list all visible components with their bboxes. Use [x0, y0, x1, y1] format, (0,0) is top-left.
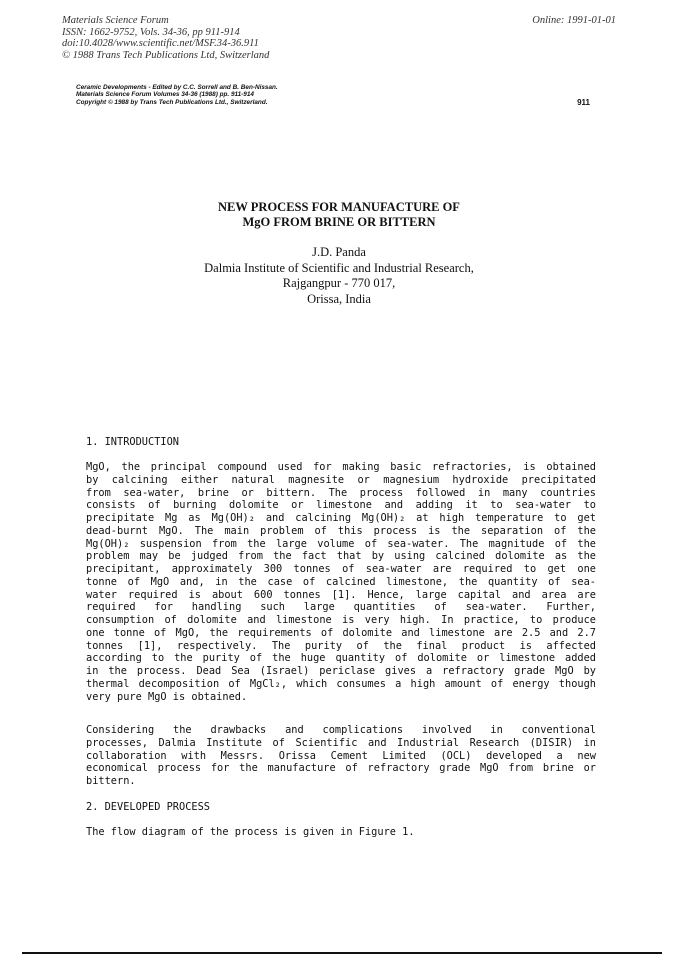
copyright-line: Materials Science Forum Volumes 34-36 (1988) pp. 911-914	[76, 91, 254, 99]
text-line: The flow diagram of the process is given in Figure 1.	[86, 826, 415, 838]
meta-line: doi:10.4028/www.scientific.net/MSF.34-36.911	[62, 38, 259, 49]
text-line: by calcining either natural magnesite or magnesium hydroxide precipitated	[86, 473, 596, 486]
text-line: from sea-water, brine or bittern. The process followed in many countries	[86, 486, 596, 499]
text-line: in the process. Dead Sea (Israel) periclase gives a refractory grade MgO by	[86, 665, 596, 677]
page-bottom-rule	[22, 952, 662, 954]
text-line: processes, Dalmia Institute of Scientific and Industrial Research (DISIR) in	[86, 736, 596, 749]
text-line: according to the purity of the huge quantity of dolomite or limestone added	[86, 652, 596, 665]
page-number: 911	[577, 98, 590, 107]
meta-line: Materials Science Forum	[62, 15, 169, 26]
text-line: problem may be judged from the fact that by using calcined dolomite as the	[86, 550, 596, 563]
introduction-paragraph-2	[86, 724, 596, 788]
text-line: precipitate Mg as Mg(OH)₂ and calcining Mg(OH)₂ at high temperature to get	[86, 512, 596, 524]
affiliation-line: Orissa, India	[307, 291, 371, 306]
section-heading-introduction: 1. INTRODUCTION	[86, 436, 179, 448]
text-line: economical process for the manufacture of refractory grade MgO from brine or	[86, 762, 596, 775]
introduction-paragraph-1	[86, 461, 596, 703]
text-line: precipitant, approximately 300 tonnes of sea-water are required to get one	[86, 563, 596, 575]
developed-process-paragraph	[86, 826, 596, 839]
text-line: very pure MgO is obtained.	[86, 690, 248, 703]
text-line: consists of burning dolomite or limestone and adding it to sea-water to	[86, 499, 596, 512]
section-heading-developed-process: 2. DEVELOPED PROCESS	[86, 801, 210, 813]
text-line: consumption of dolomite and limestone is very high. In practice, to produce	[86, 614, 596, 626]
text-line: collaboration with Messrs. Orissa Cement Limited (OCL) developed a new	[86, 749, 596, 762]
online-date: Online: 1991-01-01	[532, 15, 616, 26]
text-line: tonnes [1], respectively. The purity of the final product is affected	[86, 639, 596, 652]
text-line: bittern.	[86, 775, 136, 787]
journal-metadata	[62, 15, 269, 61]
text-line: Considering the drawbacks and complications involved in conventional	[86, 724, 596, 736]
text-line: dead-burnt MgO. The main problem of this process is the separation of the	[86, 524, 596, 537]
text-line: MgO, the principal compound used for making basic refractories, is obtained	[86, 461, 596, 473]
copyright-line: Ceramic Developments - Edited by C.C. Sorrell and B. Ben-Nissan.	[76, 84, 278, 91]
paper-title-line-1: NEW PROCESS FOR MANUFACTURE OF	[218, 200, 460, 214]
text-line: tonne of MgO and, in the case of calcined limestone, the quantity of sea-	[86, 575, 596, 588]
meta-line: © 1988 Trans Tech Publications Ltd, Switzerland	[62, 49, 270, 61]
copyright-block	[76, 84, 278, 106]
copyright-line: Copyright © 1988 by Trans Tech Publications Ltd., Switzerland.	[76, 98, 268, 106]
paper-title-line-2: MgO FROM BRINE OR BITTERN	[242, 215, 436, 229]
meta-line: ISSN: 1662-9752, Vols. 34-36, pp 911-914	[62, 26, 240, 38]
text-line: water required is about 600 tonnes [1]. Hence, large capital and area are	[86, 588, 596, 601]
affiliation-line: Dalmia Institute of Scientific and Industrial Research,	[204, 260, 474, 275]
text-line: one tonne of MgO, the requirements of dolomite and limestone are 2.5 and 2.7	[86, 626, 596, 639]
affiliation-line: Rajgangpur - 770 017,	[282, 276, 396, 290]
text-line: thermal decomposition of MgCl₂, which consumes a high amount of energy though	[86, 677, 596, 690]
text-line: required for handling such large quantities of sea-water. Further,	[86, 601, 596, 614]
text-line: Mg(OH)₂ suspension from the large volume of sea-water. The magnitude of the	[86, 537, 596, 550]
author-name: J.D. Panda	[312, 245, 366, 259]
